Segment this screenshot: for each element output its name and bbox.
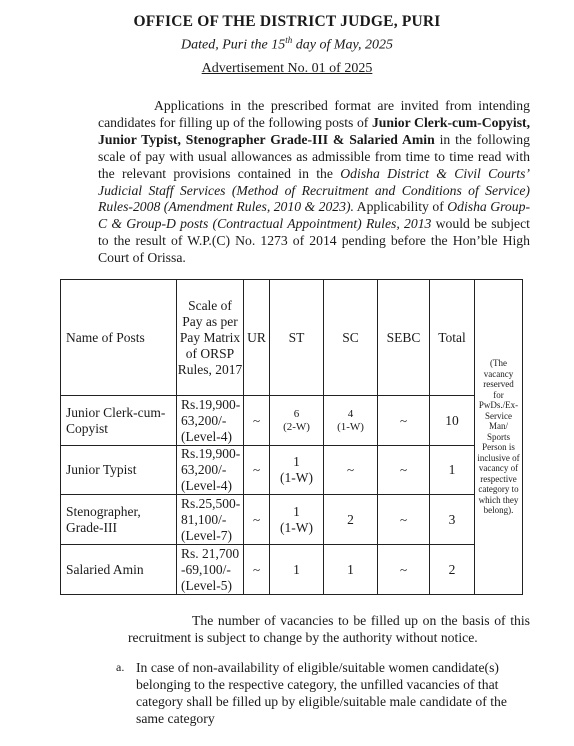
st-count: 1 xyxy=(270,545,324,595)
header-sebc: SEBC xyxy=(378,280,430,396)
intro-paragraph: Applications in the prescribed format are invited from intending candidates for filling up of the following posts of Junior Clerk-cum-Copyist, Junior Typist, Stenographer Grade-III & Salaried Amin in the following scale of pay with usual allowances as admissible from time to time read with the relevant provisions contained in the Odisha District & Civil Courts’ Judicial Staff Services (Method of Recruitment and Conditions of Service) Rules-2008 (Amendment Rules, 2010 & 2023). Applicability of Odisha Group-C & Group-D posts (Contractual Appointment) Rules, 2013 would be subject to the result of W.P.(C) No. 1273 of 2014 pending before the Hon’ble High Court of Orissa. xyxy=(98,98,531,266)
ur-count: ~ xyxy=(244,495,270,545)
total-count: 10 xyxy=(430,396,475,446)
sc-count: 2 xyxy=(324,495,378,545)
document-header xyxy=(0,12,574,78)
st-count: 6 (2-W) xyxy=(270,396,324,446)
total-count: 3 xyxy=(430,495,475,545)
posts-list: Junior Clerk-cum-Copyist, Junior Typist, Stenographer Grade-III & Salaried Amin xyxy=(98,114,531,147)
sc-count: 1 xyxy=(324,545,378,595)
sebc-count: ~ xyxy=(378,545,430,595)
table-header-row xyxy=(61,280,523,396)
table-row xyxy=(61,396,523,446)
pay-scale: Rs.19,900-63,200/- (Level-4) xyxy=(177,446,244,495)
rules-reference: Odisha District & Civil Courts’ Judicial Staff Services (Method of Recruitment and Conditions of Service) Rules-2008 (Amendment Rules, 2010 & 2023). xyxy=(98,165,530,215)
list-item-text: In case of non-availability of eligible/suitable women candidate(s) belonging to the respective category, the unfilled vacancies of that category shall be filled up by eligible/suitable male candidate of the same category xyxy=(136,660,507,726)
sc-count: 4 (1-W) xyxy=(324,396,378,446)
post-name: Junior Typist xyxy=(61,446,177,495)
list-item xyxy=(116,659,530,727)
list-marker: a. xyxy=(116,660,125,674)
sebc-count: ~ xyxy=(378,396,430,446)
post-name: Salaried Amin xyxy=(61,545,177,595)
sc-count: ~ xyxy=(324,446,378,495)
header-name-of-posts: Name of Posts xyxy=(61,280,177,396)
pay-scale: Rs. 21,700 -69,100/- (Level-5) xyxy=(177,545,244,595)
sebc-count: ~ xyxy=(378,446,430,495)
table-row xyxy=(61,446,523,495)
post-name: Junior Clerk-cum-Copyist xyxy=(61,396,177,446)
ur-count: ~ xyxy=(244,446,270,495)
post-name: Stenographer, Grade-III xyxy=(61,495,177,545)
vacancy-change-note: The number of vacancies to be filled up on the basis of this recruitment is subject to change by the authority without notice. xyxy=(128,613,530,645)
header-total: Total xyxy=(430,280,475,396)
sebc-count: ~ xyxy=(378,495,430,545)
total-count: 2 xyxy=(430,545,475,595)
dated-line: Dated, Puri the 15th day of May, 2025 xyxy=(181,35,393,53)
table-row xyxy=(61,495,523,545)
advertisement-number: Advertisement No. 01 of 2025 xyxy=(201,60,373,76)
header-scale-of-pay: Scale of Pay as per Pay Matrix of ORSP Rules, 2017 xyxy=(177,280,244,396)
pay-scale: Rs.25,500-81,100/- (Level-7) xyxy=(177,495,244,545)
header-st: ST xyxy=(270,280,324,396)
st-count: 1 (1-W) xyxy=(270,446,324,495)
total-count: 1 xyxy=(430,446,475,495)
reservation-note: (The vacancy reserved for PwDs./Ex-Service Man/ Sports Person is inclusive of vacancy of respective category to which they belong). xyxy=(475,280,523,595)
ur-count: ~ xyxy=(244,396,270,446)
vacancy-table xyxy=(60,279,523,595)
header-sc: SC xyxy=(324,280,378,396)
table-row xyxy=(61,545,523,595)
header-ur: UR xyxy=(244,280,270,396)
rules-reference-2: Odisha Group-C & Group-D posts (Contractual Appointment) Rules, 2013 xyxy=(98,199,531,232)
ur-count: ~ xyxy=(244,545,270,595)
pay-scale: Rs.19,900-63,200/- (Level-4) xyxy=(177,396,244,446)
office-title: OFFICE OF THE DISTRICT JUDGE, PURI xyxy=(133,13,441,30)
st-count: 1 (1-W) xyxy=(270,495,324,545)
